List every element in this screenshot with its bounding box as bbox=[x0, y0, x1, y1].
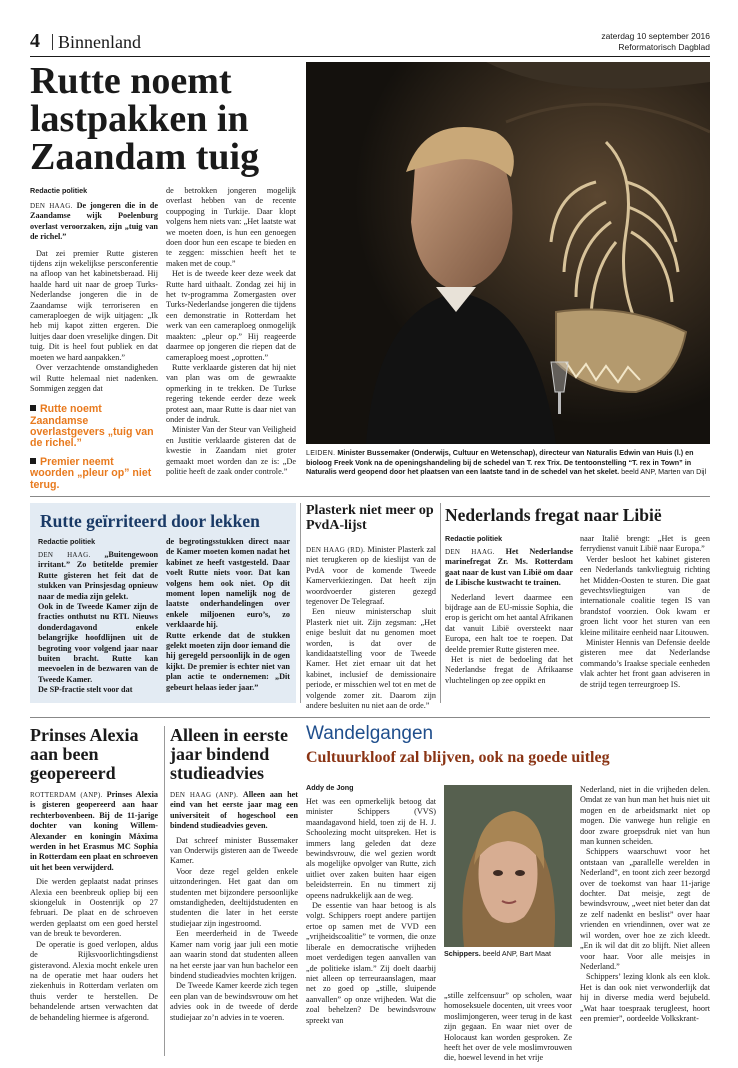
paper-name: Reformatorisch Dagblad bbox=[618, 42, 710, 52]
lekken-headline: Rutte geïrriteerd door lekken bbox=[40, 511, 260, 531]
studie-body: DEN HAAG (ANP). Alleen aan het eind van het eerste jaar mag een universiteit of hogeschool een bindend studieadvies geven. Dat schreef minister Bussemaker van Onderwijs gisteren aan de Tweede Kamer. Voor deze regel gelden enkele uitzonderingen. Het gaat dan om studenten met bijzondere persoonlijke omstandigheden, deeltijdstudenten en studenten die later in het eerste studiejaar zijn ingestroomd. Een meerderheid in de Tweede Kamer nam vorig jaar juli een motie aan waarin stond dat studenten alleen na het eerste jaar van hun bachelor een bindend studieadvies mochten krijgen. De Tweede Kamer keerde zich tegen een plan van de bewindsvrouw om het advies ook in de tweede of derde studiejaar zo’n advies in te voeren. bbox=[170, 790, 298, 1022]
schippers-caption: Schippers. beeld ANP, Bart Maat bbox=[444, 949, 551, 958]
main-dateline: DEN HAAG. bbox=[30, 202, 73, 210]
main-paragraph: Over verzachtende omstandigheden wil Rutte helemaal niet nadenken. Sommigen zeggen dat bbox=[30, 363, 158, 393]
wandelgangen-byline: Addy de Jong bbox=[306, 783, 354, 792]
studie-headline: Alleen in eerste jaar bindend studieadvies bbox=[170, 725, 288, 783]
pull-quote-2: Premier neemt woorden „pleur op” niet terug. bbox=[30, 456, 152, 491]
fregat-col2: naar Italië brengt: „Het is geen ferrydienst vanuit Libië naar Europa.” Verder besloot het kabinet gisteren een Nederlands tankvliegtuig richting het Midden-Oosten te sturen. Die gaat gevechtsvliegtuigen van de internationale coalitie tegen IS van brandstof voorzien. Ook kwam er groen licht voor het sturen van een kleine militaire eenheid naar Litouwen. Minister Hennis van Defensie deelde gisteren mee dat Nederlandse commando’s Iraakse speciale eenheden vlak achter het front gaan adviseren in de strijd tegen terreurgroep IS. bbox=[580, 534, 710, 689]
main-paragraph: Rutte verklaarde gisteren dat hij niet van plan was om de gewraakte opmerking in te trekken. De Turkse regering tekende eerder deze week protest aan, maar Rutte is daar niet van onder de indruk. bbox=[166, 362, 296, 424]
plasterk-headline: Plasterk niet meer op PvdA-lijst bbox=[306, 503, 434, 533]
wandelgangen-col1: Het was een opmerkelijk betoog dat minister Schippers (VVS) maandagavond hield, toen zij de H. J. Schoolezing mocht uitspreken. Het is immers lang geleden dat deze bewindsvrouw, die wel gezien wordt als mogelijke opvolger van Rutte, zich uitliet over zaken buiten haar eigen beleidsterrein. En nu timmert zij opeens nadrukkelijk aan de weg. De essentie van haar betoog is als volgt. Schippers roept andere partijen ertoe op samen met de VVD een „vrijheidscoalitie” te vormen, die onze liberale en democratische vrijheden moet verdedigen tegen aanvallen van „de politieke islam.” Zij doelt daarbij niet alleen op terreuraanslagen, maar net zo goed op „stille, sluipende aanvallen” op onze vrijheden. Wat die zoal behelzen? De bewindsvrouw spreekt van bbox=[306, 797, 436, 1025]
page-date: zaterdag 10 september 2016 bbox=[601, 31, 710, 41]
main-paragraph: Minister Van der Steur van Veiligheid en Justitie verklaarde gisteren dat de kwestie in Zaandam niet groter gemaakt moet worden dan ze is: „De politie heeft de zaak onder controle.” bbox=[166, 425, 296, 476]
main-paragraph: Dat zei premier Rutte gisteren tijdens zijn wekelijkse persconferentie na afloop van het kabinetsberaad. Hij haalde hard uit naar de groep Turks-Nederlandse jongeren die in de Zaandamse wijk terroriseren en cameraploegen de wijk uitjagen: „Ik heb mij kapot zitten ergeren. Die luitjes daar doen vreselijke dingen. Dit tuig. Dit is heel fout publiek en dat moeten we hard aanpakken.” bbox=[30, 248, 158, 362]
main-article-col1 bbox=[30, 186, 158, 491]
wandelgangen-col3: Nederland, niet in die vrijheden delen. Omdat ze van hun man het huis niet uit mogen en de arbeidsmarkt niet op mogen. Die vanwege hun religie en door zware groepsdruk niet van hun man kunnen scheiden. Schippers waarschuwt voor het ontstaan van „parallelle werelden in Nederland”, en toont zich zeer bezorgd over de toekomst van haar 11-jarige dochter. Dat meisje, zegt de bewindsvrouw, „weet niet beter dan dat ze zelf nadenkt en beslist” over haar vrienden en vriendinnen, over wat ze wil worden, over hoe ze zich kleedt. „En ik wil dat dit zo blijft. Niet alleen voor haar. Voor alle meisjes in Nederland.” Schippers’ lezing klonk als een klok. Het is dan ook niet verwonderlijk dat hij in diverse media werd bejubeld. „Wat haar toespraak terugleest, hoort een premier”, oordeelde Volkskrant- bbox=[580, 785, 710, 1023]
section-divider bbox=[30, 496, 710, 497]
portrait-illustration bbox=[444, 785, 572, 947]
photo-illustration bbox=[306, 62, 710, 444]
wandelgangen-kicker: Wandelgangen bbox=[306, 723, 434, 744]
main-photo-caption: LEIDEN. Minister Bussemaker (Onderwijs, Cultuur en Wetenschap), directeur van Naturalis Edwin van Huis (l.) en bioloog Freek Vonk na de openingshandeling bij de schedel van T. rex Trix. De tentoonstelling “T. rex in Town” in Naturalis werd geopend door het plaatsen van een laatste tand in de schedel van het skelet. beeld ANP, Marten van Dijl bbox=[306, 448, 707, 477]
section-divider bbox=[30, 717, 710, 718]
section-name: Binnenland bbox=[58, 32, 141, 52]
main-paragraph: de betrokken jongeren mogelijk overlast hebben van de recente couppoging in Turkije. Daar klopt volgens hem niets van: „Het laatste wat we moeten doen, is hun een genoegen doen door hun een escape te bieden en te zeggen: misschien heeft het te maken met de coup.” bbox=[166, 186, 296, 268]
fregat-headline: Nederlands fregat naar Libië bbox=[445, 505, 662, 525]
plasterk-body: DEN HAAG (RD). Minister Plasterk zal niet terugkeren op de kieslijst van de PvdA voor de komende Tweede Kamerverkiezingen. Dat heeft zijn woordvoerder gisteren gezegd tegenover De Telegraaf. Een nieuw ministerschap sluit Plasterk niet uit. Zijn zegsman: „Het enige besluit dat nu genomen moet worden, is dat over de kandidaatstelling voor de Tweede Kamer. Het ziet ernaar uit dat het kabinet, inclusief de demissionaire periode, er misschien wel tot en met de volgende zomer zit. Daarom zijn andere besluiten nu niet aan de orde.” bbox=[306, 545, 436, 711]
wandelgangen-section bbox=[306, 721, 710, 1061]
lekken-box bbox=[30, 503, 296, 703]
wandelgangen-headline: Cultuurkloof zal blijven, ook na goede uitleg bbox=[306, 749, 610, 766]
alexia-headline: Prinses Alexia aan been geopereerd bbox=[30, 725, 139, 783]
page-number: 4 bbox=[30, 30, 40, 52]
alexia-body: ROTTERDAM (ANP). Prinses Alexia is gisteren geopereerd aan haar rechterbovenbeen. Bij de 11-jarige dochter van koning Willem-Alexander en koningin Máxima werden in het Erasmus MC Sophia in Rotterdam een plaat en schroeven uit het been verwijderd. Die werden geplaatst nadat prinses Alexia een beenbreuk opliep bij een skiongeluk in Oostenrijk op 27 februari. De plaat en de schroeven werden geplaatst om een goed herstel van de breuk te bevorderen. De operatie is goed verlopen, aldus de Rijksvoorlichtingsdienst gisteravond. Alexia mocht enkele uren na de operatie met haar ouders het ziekenhuis in Rotterdam verlaten om thuis verder te herstellen. De behandelende artsen verwachten dat de behandeling hiermee is afgerond. bbox=[30, 790, 158, 1022]
fregat-col1: Redactie politiek DEN HAAG. Het Nederlandse marinefregat Zr. Ms. Rotterdam gaat naar de kust van Libië om daar de Libische kustwacht te trainen. Nederland levert daarmee een bijdrage aan de EU-missie Sophia, die erop is gericht om het aantal Afrikanen dat vanuit Libië oversteekt naar Europa, een halt toe te roepen. Dat deelde premier Rutte gisteren mee. Het is niet de bedoeling dat het Nederlandse fregat de Afrikaanse vluchtelingen op zee oppikt en bbox=[445, 534, 573, 685]
main-headline: Rutte noemt lastpakken in Zaandam tuig bbox=[30, 60, 260, 178]
lekken-col2: de begrotingsstukken direct naar de Kamer moeten komen nadat het kabinet ze heeft vastgesteld. Daar voelt Rutte niets voor. Dat kan volgens hem ook niet. Op dit moment lopen namelijk nog de laatste onderhandelingen over enkele miljoenen euro’s, zo verklaarde hij. Rutte erkende dat de stukken gelekt moeten zijn door iemand die hij geregeld persoonlijk in de ogen kijkt. De premier is echter niet van plan actie te ondernemen: „Dit gebeurt helaas ieder jaar.” bbox=[166, 537, 290, 692]
schippers-photo bbox=[444, 785, 572, 947]
main-paragraph: Het is de tweede keer deze week dat Rutte hard uithaalt. Zondag zei hij in het tv-programma Zomergasten over Turks-Nederlandse jongeren die tijdens een demonstratie in Rotterdam het werk van een cameraploeg onmogelijk maakten: „pleur op.” Hij reageerde daarmee op jongeren die riepen dat de cameraploeg moest „oprotten.” bbox=[166, 269, 296, 362]
header-rule bbox=[30, 56, 710, 57]
main-photo bbox=[306, 62, 710, 444]
page-header bbox=[30, 30, 710, 54]
main-lead: DEN HAAG. De jongeren die in de Zaandamse wijk Poelenburg overlast veroorzaken, zijn „tuig van de richel.” bbox=[30, 201, 158, 242]
pull-quote-1: Rutte noemt Zaandamse overlastgevers „tuig van de richel.” bbox=[30, 403, 154, 449]
lekken-col1: Redactie politiek DEN HAAG. „Buitengewoon irritant.” Zo betitelde premier Rutte gisteren het feit dat de stukken van Prinsjesdag opnieuw naar de media zijn gelekt. Ook in de Tweede Kamer zijn de fracties onthutst nu RTL Nieuws donderdagavond enkele belangrijke hoofdlijnen uit de begroting voor volgend jaar naar buiten bracht. Rutte kan meevoelen in de bezwaren van de Tweede Kamer. De SP-fractie stelt voor dat bbox=[38, 537, 159, 695]
main-byline: Redactie politiek bbox=[30, 186, 88, 195]
main-article-col2 bbox=[166, 186, 296, 477]
wandelgangen-col2: „stille zelfcensuur” op scholen, waar homoseksuele docenten, uit vrees voor moslimjongeren, weer terug in de kast zijn gegaan. En waar niet over de Holocaust kan worden gesproken. Ze heeft het over de vele moslimvrouwen die, hoewel levend in het vrije bbox=[444, 991, 572, 1063]
